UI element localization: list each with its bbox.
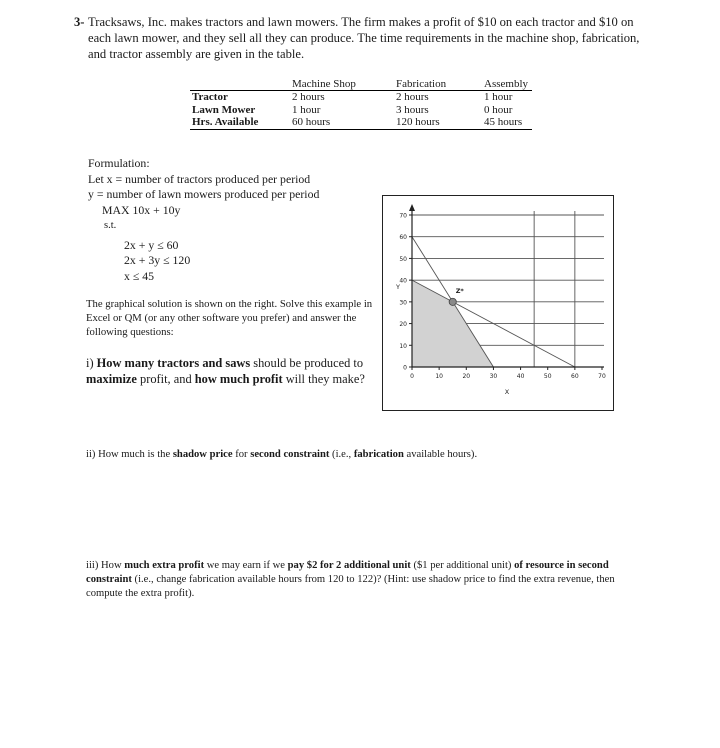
q1-bold-1: How many tractors and saws (96, 356, 251, 370)
constraint-item: 2x + y ≤ 60 (124, 238, 179, 252)
q2-mid-1: for (232, 449, 251, 460)
formulation (88, 156, 319, 234)
table-cell: 3 hours (396, 103, 429, 116)
q1-mid-2: profit, and (136, 372, 195, 386)
q1-end: will they make? (282, 372, 365, 386)
optimal-point-label: Z* (455, 286, 464, 295)
question-iii (86, 559, 646, 601)
q1-bold-3: how much profit (194, 372, 283, 386)
q3-bold-1: much extra profit (124, 560, 205, 571)
objective-function: MAX 10x + 10y (102, 202, 181, 217)
table-cell: 2 hours (290, 91, 394, 104)
q3-prefix: iii) How (86, 560, 125, 571)
table-cell: 45 hours (482, 116, 532, 129)
graphical-solution-chart (382, 195, 614, 411)
table-cell: 120 hours (394, 116, 482, 129)
q2-prefix: ii) How much is the (86, 449, 173, 460)
x-tick-label: 20 (462, 373, 471, 380)
table-cell: 60 hours (290, 116, 394, 129)
x-tick-label: 10 (435, 373, 443, 380)
row-label: Tractor (190, 91, 290, 104)
y-tick-label: 0 (403, 364, 407, 372)
table-cell: 1 hour (292, 103, 321, 116)
q1-bold-2: maximize (86, 372, 137, 386)
q3-mid-1: we may earn if we (204, 560, 288, 571)
x-tick-label: 30 (489, 373, 498, 380)
subject-to: s.t. (104, 220, 117, 232)
question-number: 3- (74, 15, 85, 29)
row-label: Hrs. Available (190, 116, 290, 129)
y-tick-label: 10 (399, 342, 407, 350)
table-row (190, 104, 532, 117)
table-header-cell: Fabrication (394, 78, 482, 91)
production-table (190, 78, 532, 130)
question-ii (86, 448, 477, 462)
y-axis-label: Y (396, 282, 400, 291)
x-tick-label: 40 (516, 373, 525, 380)
graph-description: The graphical solution is shown on the right. Solve this example in Excel or QM (or any other software you prefer) and answer the following questions: (86, 298, 373, 339)
question-text (74, 14, 658, 62)
x-axis-label: X (504, 388, 510, 396)
q3-bold-3: of resource in second constraint (86, 560, 609, 585)
q3-mid-2: ($1 per additional unit) (410, 560, 515, 571)
constraint-item: 2x + 3y ≤ 120 (124, 253, 191, 268)
q1-mid-1: should be produced to (250, 356, 364, 370)
table-header-cell: Machine Shop (290, 78, 394, 91)
x-tick-label: 60 (571, 373, 579, 380)
constraints (124, 238, 190, 284)
x-tick-label: 0 (410, 373, 414, 380)
q2-mid-2: (i.e., (329, 449, 354, 460)
table-header-cell: Assembly (482, 78, 532, 91)
question-body: Tracksaws, Inc. makes tractors and lawn mowers. The firm makes a profit of $10 on each tractor and $10 on each lawn mower, and they sell all they can produce. The time requirements in the machine shop, fabrication, and tractor assembly are given in the table. (88, 15, 640, 61)
formulation-heading: Formulation: (88, 156, 150, 170)
q3-end: (i.e., change fabrication available hours from 120 to 122)? (Hint: use shadow price to find the extra revenue, then compute the extra profit). (86, 574, 615, 599)
row-label: Lawn Mower (192, 103, 256, 116)
table-cell: 1 hour (482, 91, 532, 104)
x-tick-label: 50 (543, 373, 552, 380)
table-corner (190, 78, 290, 91)
question-i (86, 355, 382, 387)
table-row (190, 91, 532, 104)
q2-bold-2: second constraint (250, 449, 330, 460)
q3-bold-2: pay $2 for 2 additional unit (287, 560, 411, 571)
y-tick-label: 70 (399, 212, 407, 220)
q2-bold-3: fabrication (353, 449, 404, 460)
table-cell: 0 hour (484, 103, 513, 116)
y-tick-label: 50 (399, 255, 407, 263)
variable-y-definition: y = number of lawn mowers produced per period (88, 187, 320, 202)
y-tick-label: 30 (399, 299, 407, 307)
q2-bold-1: shadow price (172, 449, 233, 460)
y-tick-label: 40 (399, 277, 407, 285)
constraint-item: x ≤ 45 (124, 268, 155, 283)
variable-x-definition: Let x = number of tractors produced per period (88, 171, 311, 186)
table-cell: 2 hours (394, 91, 482, 104)
q1-prefix: i) (86, 356, 97, 370)
table-row (190, 116, 532, 129)
y-tick-label: 60 (399, 234, 407, 242)
x-tick-label: 70 (598, 373, 606, 380)
table-header-row (190, 78, 532, 91)
optimal-point (449, 298, 456, 305)
q2-end: available hours). (403, 449, 478, 460)
y-tick-label: 20 (399, 321, 407, 329)
